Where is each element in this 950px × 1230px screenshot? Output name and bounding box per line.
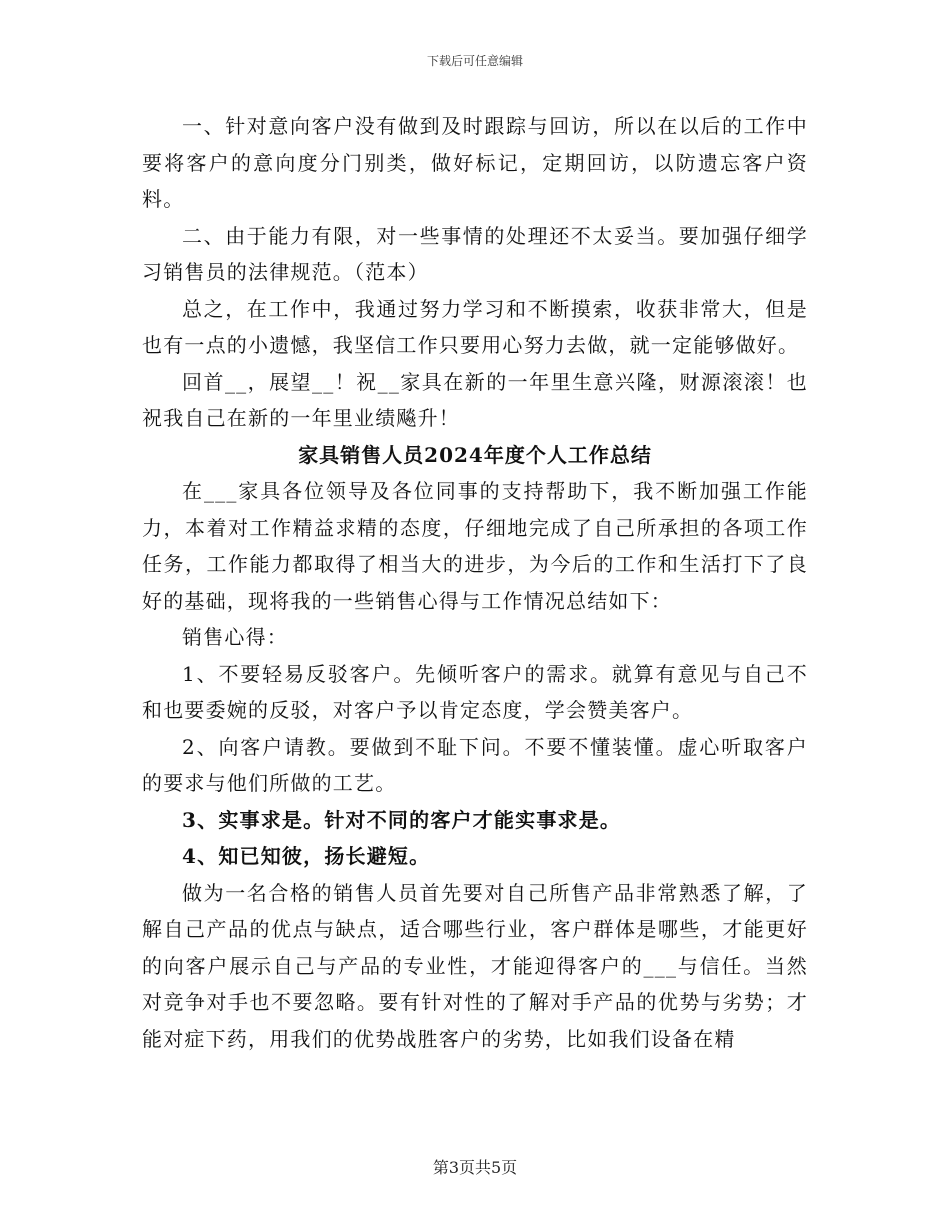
- paragraph-point-1: 1、不要轻易反驳客户。先倾听客户的需求。就算有意见与自己不和也要委婉的反驳，对客户予以肯定态度，学会赞美客户。: [142, 661, 808, 722]
- document-title: 家具销售人员2024年度个人工作总结: [298, 442, 652, 467]
- paragraph-ability: 二、由于能力有限，对一些事情的处理还不太妥当。要加强仔细学习销售员的法律规范。（范本）: [142, 223, 808, 284]
- paragraph-product-knowledge: 做为一名合格的销售人员首先要对自己所售产品非常熟悉了解，了解自己产品的优点与缺点，适合哪些行业，客户群体是哪些，才能更好的向客户展示自己与产品的专业性，才能迎得客户的___与信任。当然对竞争对手也不要忽略。要有针对性的了解对手产品的优势与劣势；才能对症下药，用我们的优势战胜客户的劣势，比如我们设备在精: [142, 880, 808, 1051]
- paragraph-point-2: 2、向客户请教。要做到不耻下问。不要不懂装懂。虚心听取客户的要求与他们所做的工艺。: [142, 734, 808, 795]
- paragraph-summary: 总之，在工作中，我通过努力学习和不断摸索，收获非常大，但是也有一点的小遗憾，我坚信工作只要用心努力去做，就一定能够做好。: [142, 296, 808, 357]
- paragraph-heading-sales-insights: 销售心得：: [182, 625, 288, 649]
- header-note: 下载后可任意编辑: [426, 54, 523, 68]
- paragraph-intro: 在___家具各位领导及各位同事的支持帮助下，我不断加强工作能力，本着对工作精益求精的态度，仔细地完成了自己所承担的各项工作任务，工作能力都取得了相当大的进步，为今后的工作和生活打下了良好的基础，现将我的一些销售心得与工作情况总结如下：: [142, 479, 808, 613]
- page-number-footer: 第3页共5页: [432, 1158, 518, 1177]
- paragraph-point-4: 4、知已知彼，扬长避短。: [182, 844, 431, 868]
- document-body: [142, 108, 808, 1057]
- paragraph-followup: 一、针对意向客户没有做到及时跟踪与回访，所以在以后的工作中要将客户的意向度分门别类，做好标记，定期回访，以防遗忘客户资料。: [142, 114, 808, 211]
- paragraph-outlook: 回首__，展望__！祝__家具在新的一年里生意兴隆，财源滚滚！也祝我自己在新的一年里业绩飚升！: [142, 369, 808, 430]
- paragraph-point-3: 3、实事求是。针对不同的客户才能实事求是。: [182, 807, 622, 832]
